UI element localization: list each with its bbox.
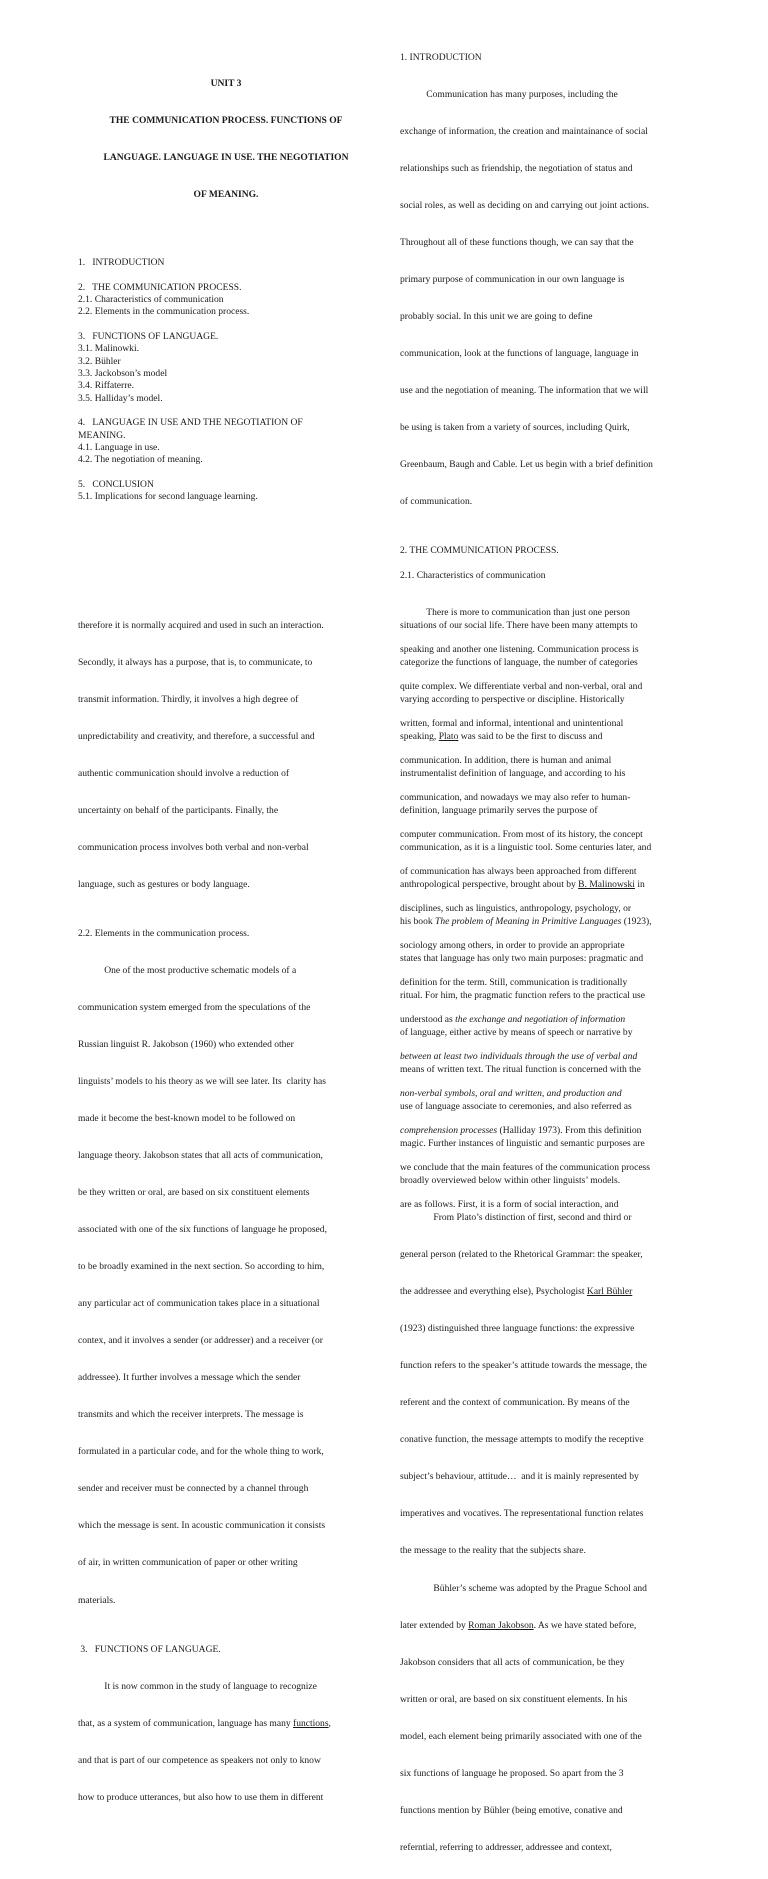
text-line: exchange of information, the creation and maintainance of social [400,126,648,138]
book-title: The problem of Meaning in Primitive Languages [435,915,622,927]
functions-paragraph [78,1656,378,1829]
text-line: general person (related to the Rhetorical Grammar: the speaker, [400,1249,643,1261]
toc-entry: 3.2. Bühler [78,355,121,367]
text-line: authentic communication should involve a reduction of [78,767,290,779]
text-line: situations of our social life. There have been many attempts to [400,619,638,631]
text-run: in [634,878,645,890]
text-line: how to produce utterances, but also how to use them in different [78,1791,324,1803]
subsection-heading: 2.2. Elements in the communication process. [78,927,250,939]
text-line: speaking and another one listening. Communication process is [400,643,639,655]
text-line: transmit information. Thirdly, it involves a high degree of [78,693,299,705]
text-run: (1923), [621,915,652,927]
text-line: broadly overviewed below within other linguists’ models. [400,1175,621,1187]
text-line: function refers to the speaker’s attitude towards the message, the [400,1360,647,1372]
text-line: communication, and nowadays we may also refer to human- [400,791,631,803]
text-line: (1923) distinguished three language functions: the expressive [400,1323,635,1335]
toc-entry: 3.1. Malinowki. [78,343,139,355]
text-line: referent and the context of communication. By means of the [400,1397,630,1409]
text-line: social roles, as well as deciding on and carrying out joint actions. [400,200,649,212]
text-line: definition, language primarily serves the purpose of [400,804,598,816]
text-line: disciplines, such as linguistics, anthropology, psychology, or [400,903,632,915]
text-line [400,731,700,743]
text-line: made it become the best-known model to be followed on [78,1113,296,1125]
text-line: quite complex. We differentiate verbal and non-verbal, oral and [400,680,643,692]
toc-entry: 3.4. Riffaterre. [78,380,135,392]
text-line: linguists’ models to his theory as we will see later. Its clarity has [78,1076,326,1088]
text-run: anthropological perspective, brought about by [400,878,579,890]
text-line: associated with one of the six functions of language he proposed, [78,1224,327,1236]
text-line: One of the most productive schematic models of a [78,964,297,976]
jakobson-link[interactable]: Roman Jakobson [468,1619,534,1631]
text-line: Russian linguist R. Jakobson (1960) who extended other [78,1039,294,1051]
malinowski-link[interactable]: B. Malinowski [578,878,635,890]
bottom-right-column [400,595,700,1879]
text-line: Throughout all of these functions though, we can say that the [400,237,634,249]
text-line: the message to the reality that the subjects share. [400,1545,586,1557]
text-run: speaking, [400,730,439,742]
toc-entry: 3. FUNCTIONS OF LANGUAGE. [78,330,219,342]
text-line: contex, and it involves a sender (or addresser) and a receiver (or [78,1335,323,1347]
definition-quote: comprehension processes [400,1125,498,1137]
text-line: Communication has many purposes, including the [400,89,618,101]
text-line: communication, look at the functions of language, language in [400,348,639,360]
toc-entry: 3.5. Halliday’s model. [78,392,163,404]
text-run: , [328,1717,331,1729]
toc-entry: 2.1. Characteristics of communication [78,293,224,305]
text-line: of air, in written communication of paper or other writing [78,1557,298,1569]
text-line: use of language associate to ceremonies, and also referred as [400,1101,632,1113]
text-line: magic. Further instances of linguistic and semantic purposes are [400,1138,645,1150]
text-line: written, formal and informal, intentional and unintentional [400,717,624,729]
text-line: uncertainty on behalf of the participants. Finally, the [78,804,279,816]
buhler-link[interactable]: Karl Bühler [586,1286,633,1298]
top-left-column [78,53,374,504]
text-line: to be broadly examined in the next section. So according to him, [78,1261,325,1273]
subsection-heading: 2.1. Characteristics of communication [400,569,546,581]
text-line [400,1286,700,1298]
text-line: use and the negotiation of meaning. The information that we will [400,385,649,397]
toc-entry: 3.3. Jackobson’s model [78,367,168,379]
text-line: which the message is sent. In acoustic communication it consists [78,1520,326,1532]
text-line: addressee). It further involves a message which the sender [78,1372,301,1384]
text-line [400,1620,700,1632]
continued-paragraph [78,595,378,916]
title-line: LANGUAGE. LANGUAGE IN USE. THE NEGOTIATION [103,151,349,163]
functions-link[interactable]: functions [293,1717,329,1729]
text-line: definition for the term. Still, communication is traditionally [400,977,628,989]
text-line: primary purpose of communication in our own language is [400,274,625,286]
definition-quote: between at least two individuals through the use of verbal and [400,1051,638,1063]
text-line: of communication. [400,496,473,508]
text-line: are as follows. First, it is a form of social interaction, and [400,1199,619,1211]
table-of-contents [78,257,374,504]
text-run: his book [400,915,436,927]
text-line: we conclude that the main features of the communication process [400,1162,650,1174]
toc-entry: 2. THE COMMUNICATION PROCESS. [78,281,242,293]
toc-entry: 5. CONCLUSION [78,479,154,490]
text-line: conative function, the message attempts to modify the receptive [400,1434,644,1446]
text-line: therefore it is normally acquired and used in such an interaction. [78,619,324,631]
text-run: (Halliday 1973). From this definition [497,1125,642,1137]
text-line: any particular act of communication takes place in a situational [78,1298,320,1310]
text-run: the addressee and everything else), Psychologist [400,1286,587,1298]
plato-link[interactable]: Plato [438,730,459,742]
text-line: communication. In addition, there is human and animal [400,754,612,766]
bottom-left-column [78,595,378,1829]
text-run: understood as [400,1014,456,1026]
section-heading: 2. THE COMMUNICATION PROCESS. [400,545,559,557]
text-line: and that is part of our competence as speakers not only to know [78,1754,321,1766]
text-line [400,879,700,891]
text-line: communication process involves both verbal and non-verbal [78,841,309,853]
toc-entry: 4. LANGUAGE IN USE AND THE NEGOTIATION OF [78,417,303,429]
text-line: sociology among others, in order to provide an appropriate [400,940,625,952]
section-heading: 3. FUNCTIONS OF LANGUAGE. [78,1643,221,1655]
title-line: OF MEANING. [193,188,259,200]
text-line: six functions of language he proposed. So apart from the 3 [400,1767,624,1779]
text-line: formulated in a particular code, and for the whole thing to work, [78,1446,324,1458]
text-run: was said to be the first to discuss and [458,730,603,742]
definition-quote: non-verbal symbols, oral and written, and production and [400,1088,622,1100]
toc-entry: 2.2. Elements in the communication process. [78,306,250,318]
text-line: Greenbaum, Baugh and Cable. Let us begin with a brief definition [400,459,653,471]
text-line: varying according to perspective or discipline. Historically [400,693,625,705]
text-line: probably social. In this unit we are going to define [400,311,593,323]
toc-entry: MEANING. [78,429,126,441]
text-line: transmits and which the receiver interprets. The message is [78,1409,304,1421]
toc-entry: 1. INTRODUCTION [78,256,165,268]
text-line [400,916,700,928]
text-line: materials. [78,1594,116,1606]
text-line: be they written or oral, are based on six constituent elements [78,1187,310,1199]
text-line: functions mention by Bühler (being emotive, conative and [400,1804,623,1816]
text-line: states that language has only two main purposes: pragmatic and [400,952,644,964]
text-line: of language, either active by means of speech or narrative by [400,1027,633,1039]
text-line: of communication has always been approached from different [400,866,637,877]
unit-title [78,53,374,226]
title-line: THE COMMUNICATION PROCESS. FUNCTIONS OF [109,114,343,126]
text-line: communication, as it is a linguistic tool. Some centuries later, and [400,841,652,853]
title-line: UNIT 3 [210,77,242,89]
text-line: language, such as gestures or body language. [78,878,250,890]
text-line: written or oral, are based on six constituent elements. In his [400,1693,628,1705]
definition-quote: the exchange and negotiation of information [455,1014,626,1026]
text-line: categorize the functions of language, the number of categories [400,656,638,668]
text-line: imperatives and vocatives. The representational function relates [400,1508,644,1520]
toc-entry: 4.2. The negotiation of meaning. [78,454,203,466]
text-line: ritual. For him, the pragmatic function refers to the practical use [400,990,645,1001]
text-line: Jakobson considers that all acts of communication, be they [400,1656,625,1668]
text-run: . As we have stated before, [533,1619,637,1631]
text-line: Secondly, it always has a purpose, that is, to communicate, to [78,656,313,668]
text-line: unpredictability and creativity, and therefore, a successful and [78,730,315,742]
text-line: means of written text. The ritual function is concerned with the [400,1064,641,1076]
text-line: subject’s behaviour, attitude… and it is mainly represented by [400,1471,639,1483]
elements-paragraph [78,940,378,1631]
text-line [78,1718,378,1730]
functions-continued-paragraph [400,595,700,1879]
text-line: sender and receiver must be connected by a channel through [78,1483,309,1495]
text-run: that, as a system of communication, language has many [78,1717,294,1729]
text-line: model, each element being primarily associated with one of the [400,1730,642,1742]
text-line: computer communication. From most of its history, the concept [400,828,643,840]
text-line: referntial, referring to addresser, addressee and context, [400,1841,612,1853]
text-line: be using is taken from a variety of sources, including Quirk, [400,422,630,434]
text-line: communication system emerged from the speculations of the [78,1002,311,1013]
text-line: It is now common in the study of language to recognize [78,1680,317,1692]
text-line: Bühler’s scheme was adopted by the Prague School and [400,1582,647,1594]
section-heading: 1. INTRODUCTION [400,52,482,63]
text-run: later extended by [400,1619,469,1631]
intro-paragraph [400,64,700,533]
text-line: From Plato’s distinction of first, second and third or [400,1212,632,1224]
toc-entry: 5.1. Implications for second language learning. [78,491,258,503]
text-line: There is more to communication than just one person [400,606,630,618]
toc-entry: 4.1. Language in use. [78,441,160,453]
text-line: relationships such as friendship, the negotiation of status and [400,163,633,175]
text-line: language theory. Jakobson states that all acts of communication, [78,1150,323,1162]
text-line: instrumentalist definition of language, and according to his [400,767,626,779]
